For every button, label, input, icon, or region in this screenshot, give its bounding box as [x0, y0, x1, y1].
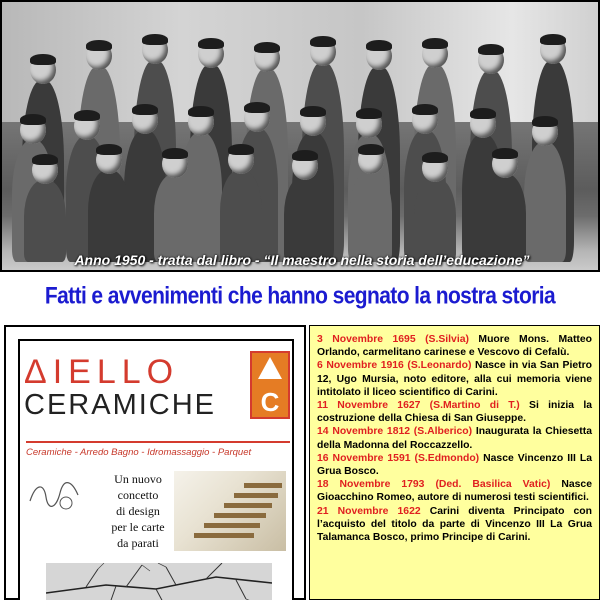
- promo-line: da parati: [117, 536, 159, 550]
- brand-logo: [24, 353, 250, 421]
- page-headline: Fatti e avvenimenti che hanno segnato la nostra storia: [44, 283, 556, 310]
- event-text: Nasce Vincenzo III La Grua Bosco.: [317, 452, 592, 478]
- events-panel: [309, 325, 600, 600]
- services-line: Ceramiche - Arredo Bagno - Idromassaggio - Parquet: [26, 447, 252, 458]
- brand-mark-icon: [250, 351, 290, 419]
- event-item: [317, 452, 592, 478]
- photo-caption: Anno 1950 - tratta dal libro - “Il maestro nella storia dell’educazione”: [74, 252, 530, 268]
- event-item: [317, 359, 592, 399]
- designer-signature: [26, 475, 86, 515]
- child-figure: [220, 170, 262, 262]
- promo-text: [98, 471, 178, 551]
- child-figure: [350, 170, 392, 262]
- events-list: [317, 333, 592, 544]
- event-item: [317, 478, 592, 504]
- event-date: 6 Novembre 1916 (S.Leonardo): [317, 360, 472, 372]
- promo-line: di design: [116, 504, 160, 518]
- child-figure: [484, 174, 526, 262]
- event-text: Inaugurata la Chiesetta della Madonna del Roccazzello.: [317, 426, 592, 451]
- event-date: 11 Novembre 1627 (S.Martino di T.): [317, 400, 520, 412]
- child-figure: [88, 170, 130, 262]
- event-item: [317, 333, 592, 359]
- promo-line: Un nuovo: [114, 472, 162, 486]
- branch-wallpaper-image: [46, 563, 272, 600]
- event-date: 18 Novembre 1793 (Ded. Basilica Vatic): [317, 479, 551, 491]
- event-text: Muore Mons. Matteo Orlando, carmelitano carinese e Vescovo di Cefalù.: [317, 334, 592, 359]
- child-figure: [414, 178, 456, 262]
- event-date: 21 Novembre 1622: [317, 505, 421, 517]
- staircase-image: [174, 471, 286, 551]
- advertisement-frame: [18, 339, 294, 600]
- event-item: [317, 399, 592, 425]
- event-text: Nasce in via San Pietro 12, Ugo Mursia, noto editore, alla cui memoria viene intitolato il liceo scientifico di Carini.: [317, 360, 592, 398]
- event-date: 3 Novembre 1695 (S.Silvia): [317, 334, 469, 345]
- event-text: Carini diventa Principato con l’acquisto del titolo da parte di Vincenzo III La Grua Talamanca Bosco, primo Principe di Carini.: [317, 505, 592, 544]
- brand-subtitle: CERAMICHE: [24, 389, 217, 421]
- child-figure: [154, 174, 196, 262]
- promo-block: [24, 465, 292, 555]
- event-item: [317, 425, 592, 451]
- child-figure: [524, 142, 566, 262]
- divider: [26, 441, 290, 443]
- brand-mark-letter: C: [260, 387, 280, 417]
- event-item: [317, 505, 592, 545]
- event-date: 16 Novembre 1591 (S.Edmondo): [317, 452, 480, 464]
- event-date: 14 Novembre 1812 (S.Alberico): [317, 426, 473, 438]
- historical-class-photo: [0, 0, 600, 272]
- promo-line: per le carte: [111, 520, 165, 534]
- brand-name: ΔIELLO: [24, 353, 180, 391]
- child-figure: [284, 176, 326, 262]
- child-figure: [24, 180, 66, 262]
- event-text: Si inizia la costruzione della Chiesa di San Giuseppe.: [317, 400, 592, 425]
- advertisement-panel: [4, 325, 306, 600]
- event-text: Nasce Gioacchino Romeo, autore di numerosi testi scientifici.: [317, 479, 592, 504]
- promo-line: concetto: [117, 488, 159, 502]
